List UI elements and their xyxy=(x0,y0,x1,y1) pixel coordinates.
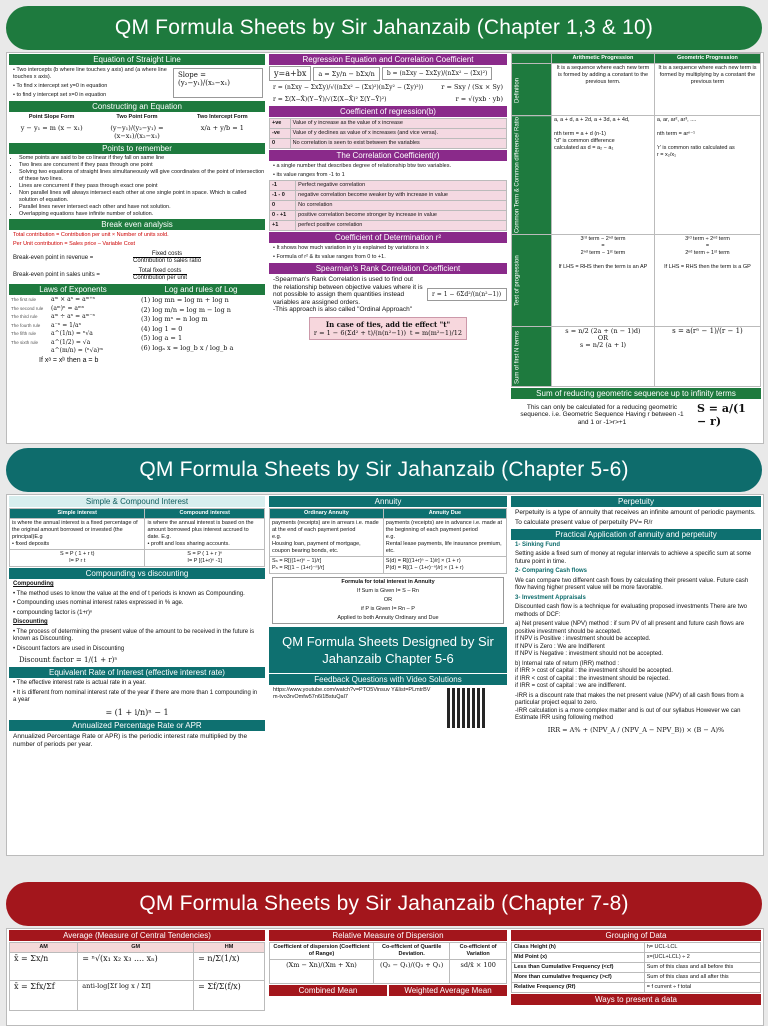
intercept-note: • Two intercepts (b where line touches y axis) and (a where line touches x axis). xyxy=(13,67,167,80)
video-url[interactable]: https://www.youtube.com/watch?v=PTO5Vinsuv Y&list=PLmtrBVm-tvo3rvOmfw57n6i1BstuQal7 xyxy=(273,687,431,700)
grouping-table xyxy=(511,942,761,993)
effective-rate-desc: • The effective interest rate is actual rate in a year. xyxy=(13,680,146,686)
compounding-factor: • compounding factor is (1+r)ⁿ xyxy=(13,609,93,616)
coef-quartile-formula: (Q₃ − Q₁)/(Q₃ + Q₁) xyxy=(373,960,449,984)
investment-appraisal-label: 3- Investment Appraisals xyxy=(515,594,586,601)
grouping-row-cell: Sum of this class and all after this xyxy=(644,973,760,983)
gm-ungrouped: = ⁿ√(x₁ x₂ x₃ .... xₙ) xyxy=(78,953,194,981)
coef-variation-header: Co-efficient of Variation xyxy=(450,943,507,960)
exponent-law-formula: (aᵐ)ⁿ = aᵐⁿ xyxy=(51,304,85,312)
correlation-coef-header: The Correlation Coefficient(r) xyxy=(269,150,507,161)
am-grouped: x̄ = Σfx/Σf xyxy=(10,981,78,1011)
compound-interest-desc: is where the annual interest is based on the amount borrowed plus interest accrued to date. E.g. • profit and loss sharing accounts. xyxy=(145,519,265,550)
gm-grouped: anti-log[Σf log x / Σf] xyxy=(78,981,194,1011)
exponent-law-name: The fourth rule xyxy=(11,322,41,328)
correlation-row-cell: No correlation xyxy=(296,201,507,211)
exponent-law-name: The fifth rule xyxy=(11,331,37,336)
correlation-row-cell: positive correlation become stronger by increase in value xyxy=(296,211,507,221)
dispersion-column xyxy=(269,929,507,1025)
grouping-row xyxy=(512,953,761,963)
tie-effect-label: In case of ties, add tie effect "t" xyxy=(325,319,451,329)
exponent-law-name: The third rule xyxy=(11,314,38,319)
infinite-sum-header: Sum of reducing geometric sequence up to infinity terms xyxy=(511,388,761,399)
dispersion-header: Relative Measure of Dispersion xyxy=(269,930,507,941)
slope-b-formula: b = (nΣxy − ΣxΣy)/(nΣx² − (Σx)²) xyxy=(382,67,493,80)
exponent-law-row xyxy=(9,313,137,322)
chapter-1-3-10-sheet xyxy=(6,52,764,444)
correlation-row xyxy=(270,201,507,211)
points-remember-header: Points to remember xyxy=(9,143,265,154)
compounding-label: Compounding xyxy=(13,581,54,587)
chapter-1-3-10-banner: QM Formula Sheets by Sir Jahanzaib (Chapter 1,3 & 10) xyxy=(6,6,762,50)
tie-formula-r: r = 1 − 6(Σd² + t)/(n(n²−1)) xyxy=(313,328,406,337)
grouping-column xyxy=(511,929,761,1025)
point-slope-label: Point Slope Form xyxy=(28,114,75,120)
determination-desc: • It shows how much variation in y is explained by variations in x xyxy=(273,245,429,251)
correlation-row-cell: perfect positive correlation xyxy=(296,221,507,231)
exponent-law-row xyxy=(9,330,137,339)
correlation-row xyxy=(270,191,507,201)
coef-quartile-header: Co-efficient of Quartile Deviation. xyxy=(373,943,449,960)
annuity-table xyxy=(269,508,507,574)
compounding-header: Compounding vs discounting xyxy=(9,568,265,579)
correlation-row-cell: -1 - 0 xyxy=(270,191,296,201)
exponent-law-name: The first rule xyxy=(11,297,37,302)
exponent-law-formula: a^(1/2) = √a xyxy=(51,338,91,346)
infinite-sum-desc: This can only be calculated for a reducing geometric sequence. i.e. Geometric Sequence Having r between -1 and 1 or -1>r>+1 xyxy=(520,403,684,426)
correlation-formula-2: r = Sxy / (Sx × Sy) xyxy=(441,83,503,91)
irr-note: -IRR is a discount rate that makes the net present value (NPV) of all cash flows from a particular project equal to zero. -IRR calculation is a more complex matter and is out of our syllabus However we can Estimate IRR using following method xyxy=(515,692,744,721)
correlation-row-cell: 0 xyxy=(270,201,296,211)
average-header: Average (Measure of Central Tendencies) xyxy=(9,930,265,941)
straight-line-column xyxy=(9,53,265,443)
regression-coef-header: Coefficient of regression(b) xyxy=(269,106,507,117)
total-interest-note: Applied to both Annuity Ordinary and Due xyxy=(337,615,439,621)
ordinary-annuity-header: Ordinary Annuity xyxy=(270,509,384,519)
designed-by-title: QM Formula Sheets Designed by Sir Jahanzaib Chapter 5-6 xyxy=(269,627,507,673)
regression-row-cell: Value of y declines as value of x increases (and vice versa). xyxy=(290,129,506,139)
interest-table xyxy=(9,508,265,567)
exponent-law-row xyxy=(9,347,137,356)
apr-header: Annualized Percentage Rate or APR xyxy=(9,720,265,731)
correlation-row-cell: 0 - +1 xyxy=(270,211,296,221)
gp-test: 3ʳᵈ term ÷ 2ⁿᵈ term = 2ⁿᵈ term ÷ 1ˢᵗ term If LHS = RHS then the term is a GP xyxy=(654,235,760,327)
interest-column xyxy=(9,495,265,855)
exponent-law-name: The sixth rule xyxy=(11,339,39,345)
simple-interest-header: Simple interest xyxy=(10,509,145,519)
definition-label: Definition xyxy=(512,64,552,116)
sinking-fund-label: 1- Sinking Fund xyxy=(515,541,560,548)
total-interest-or: OR xyxy=(383,597,393,603)
ordinary-annuity-formula: Sₙ = R[((1+r)ⁿ − 1)/r] Pₙ = R[(1 − (1+r)⁻ⁿ)/r] xyxy=(270,557,384,574)
point-item: • Two lines are concurrent if they pass through one point xyxy=(19,162,265,169)
grouping-row-cell: More than cumulative frequency (>cf) xyxy=(512,973,645,983)
irr-formula: IRR = A% + (NPV_A / (NPV_A − NPV_B)) × (B − A)% xyxy=(547,725,725,734)
exponent-law-formula: a^(m/n) = (ⁿ√a)ᵐ xyxy=(51,347,104,354)
correlation-desc: • a single number that describes degree of relationship btw two variables. xyxy=(273,163,452,169)
gp-definition: It is a sequence where each new term is formed by multiplying by a constant the previous term xyxy=(654,64,760,116)
two-intercept-formula: x/a + y/b = 1 xyxy=(200,124,244,132)
be-revenue-num: Fixed costs xyxy=(133,251,201,258)
y-intercept-note: • to find y intercept set x=0 in equation xyxy=(13,92,107,98)
point-item: • Overlapping equations have infinite number of solution. xyxy=(19,211,265,218)
regression-header: Regression Equation and Correlation Coefficient xyxy=(269,54,507,65)
two-intercept-label: Two Intercept Form xyxy=(197,114,248,120)
annuity-header: Annuity xyxy=(269,496,507,507)
irr-method: b) Internal rate of return (IRR) method : if IRR > cost of capital : the investment should be accepted. if IRR < cost of capital : the investment should be rejected. if IRR = cost of capital : we are indifferent. xyxy=(515,660,673,689)
grouping-row-cell: Relative Frequency (Rf) xyxy=(512,983,645,993)
regression-row-cell: Value of y increase as the value of x increase xyxy=(290,119,506,129)
regression-coef-table xyxy=(269,118,507,149)
effective-rate-header: Equivalent Rate of Interest (effective interest rate) xyxy=(9,667,265,678)
correlation-formula-1: r = (nΣxy − ΣxΣy)/√((nΣx² − (Σx)²)(nΣy² − (Σy)²)) xyxy=(273,83,424,91)
grouping-row-cell: x=(UCL+LCL) ÷ 2 xyxy=(644,953,760,963)
grouping-row xyxy=(512,963,761,973)
ap-sum: s = n/2 (2a + (n − 1)d) OR s = n/2 (a + l) xyxy=(552,327,655,387)
grouping-row-cell: Sum of this class and all before this xyxy=(644,963,760,973)
regression-row-cell: -ve xyxy=(270,129,291,139)
exponent-law-row xyxy=(9,339,137,348)
be-revenue-den: Contribution to sales ratio xyxy=(133,258,202,264)
gp-sum: s = a(rⁿ − 1)/(r − 1) xyxy=(654,327,760,387)
break-even-header: Break even analysis xyxy=(9,219,265,230)
npv-method: a) Net present value (NPV) method : if sum PV of all present and future cash flows are positive investment should be accepted. If NPV is Positive : investment should be accepted. If NPV is Zero : We are Indifferent If NPV is Negative : investment should not be accepted. xyxy=(515,621,745,657)
straight-line-header: Equation of Straight Line xyxy=(9,54,265,65)
grouping-row-cell: h= UCL-LCL xyxy=(644,943,760,953)
weighted-mean-header: Weighted Average Mean xyxy=(389,985,507,996)
grouping-row-cell: Mid Point (x) xyxy=(512,953,645,963)
log-rule: (1) log mn = log m + log n xyxy=(141,296,229,304)
applications-header: Practical Application of annuity and perpetuity xyxy=(511,529,761,540)
correlation-formula-3: r = Σ(X−X̄)(Y−Ȳ)/√(Σ(X−X̄)² Σ(Y−Ȳ)²) xyxy=(273,95,387,103)
perpetuity-formula: To calculate present value of perpetuity PV= R/r xyxy=(515,519,653,526)
annuity-due-formula: S(d) = R[((1+r)ⁿ − 1)/r] × (1 + r) P(d) = R[(1 − (1+r)⁻ⁿ)/r] × (1 + r) xyxy=(383,557,506,574)
compound-interest-formula: S = P ( 1 + r )ⁿ I= P [(1+r)ⁿ -1] xyxy=(145,550,265,567)
ordinary-annuity-desc: payments (receipts) are in arrears i.e. made at the end of each payment period e.g. Housing loan, payment of mortgage, coupon bearing bonds, etc. xyxy=(270,519,384,557)
compounding-desc: • The method uses to know the value at the end of t periods is known as Compounding. xyxy=(13,590,245,597)
exponent-law-row xyxy=(9,305,137,314)
ap-header: Arithmetic Progression xyxy=(552,54,655,64)
hm-ungrouped: = n/Σ(1/x) xyxy=(194,953,265,981)
log-rule: (3) log mⁿ = n log m xyxy=(141,315,208,323)
apr-desc: Annualized Percentage Rate or APR) is the periodic interest rate multiplied by the number of periods per year. xyxy=(13,732,248,748)
log-rule: (2) log m/n = log m − log n xyxy=(141,305,231,314)
effective-rate-formula: = (1 + i/n)ⁿ − 1 xyxy=(105,707,169,717)
annuity-due-desc: payments (receipts) are in advance i.e. made at the beginning of each payment period e.g. Rental lease payments, life insurance premium, etc. xyxy=(383,519,506,557)
intercept-a-formula: a = Σy/n − bΣx/n xyxy=(313,67,379,81)
chapter-7-8-banner: QM Formula Sheets by Sir Jahanzaib (Chapter 7-8) xyxy=(6,882,762,926)
point-item: • Non parallel lines will always intersect each other at one single point in space. Which is called solution of equation. xyxy=(19,190,265,204)
regression-row xyxy=(270,129,507,139)
point-item: • Some points are said to be co linear if they fall on same line xyxy=(19,155,265,162)
test-label: Test of progression xyxy=(512,235,552,327)
compounding-rate: • Compounding uses nominal interest rates expressed in % age. xyxy=(13,600,184,606)
annuity-column xyxy=(269,495,507,855)
sum-label: Sum of first N terms xyxy=(512,327,552,387)
slope-formula: Slope = (y₂−y₁)/(x₂−x₁) xyxy=(173,68,263,98)
investment-appraisal-desc: Discounted cash flow is a technique for evaluating proposed investments There are two methods of DCF: xyxy=(515,604,748,618)
exponent-equality-note: If xᵃ = xᵇ then a = b xyxy=(39,356,99,364)
regression-row-cell: 0 xyxy=(270,139,291,149)
exponent-law-formula: a^(1/n) = ⁿ√a xyxy=(51,330,93,337)
point-slope-formula: y − y₁ = m (x − x₁) xyxy=(20,124,83,132)
spearman-header: Spearman's Rank Correlation Coefficient xyxy=(269,263,507,274)
gm-header: GM xyxy=(78,943,194,953)
correlation-row xyxy=(270,221,507,231)
grouping-row-cell: Class Height (h) xyxy=(512,943,645,953)
progression-column xyxy=(511,53,761,443)
log-rules-list xyxy=(137,296,265,353)
point-item: • Parallel lines never intersect each other and have not solution. xyxy=(19,204,265,211)
grouping-header: Grouping of Data xyxy=(511,930,761,941)
x-intercept-note: • To find x intercept set y=0 in equation xyxy=(13,83,108,89)
constructing-equation-header: Constructing an Equation xyxy=(9,101,265,112)
perpetuity-column xyxy=(511,495,761,855)
grouping-row xyxy=(512,973,761,983)
log-rules-header: Log and rules of Log xyxy=(137,284,265,295)
regression-row xyxy=(270,139,507,149)
regression-line-eq: y=a+bx xyxy=(269,66,311,81)
total-contribution: Total contribution = Contribution per unit × Number of units sold. xyxy=(13,232,169,238)
point-item: • Solving two equations of straight lines simultaneously will give coordinates of the point of intersection of these two lines. xyxy=(19,169,265,183)
grouping-row xyxy=(512,943,761,953)
correlation-row-cell: negative correlation become weaker by with increase in value xyxy=(296,191,507,201)
total-interest-p: if P is Given I= Rn – P xyxy=(361,606,415,612)
total-interest-header: Formula for total interest in Annuity xyxy=(341,579,435,585)
determination-range: • Formula of r² & its value ranges from 0 to +1. xyxy=(273,254,386,260)
simple-interest-desc: is where the annual interest is a fixed percentage of the original amount borrowed or invested (the principal)E.g • fixed deposits xyxy=(10,519,145,550)
exponent-law-formula: aᵐ × aⁿ = aᵐ⁺ⁿ xyxy=(51,296,96,303)
qr-code-icon[interactable] xyxy=(447,688,487,728)
perpetuity-desc: Perpetuity is a type of annuity that receives an infinite amount of periodic payments. xyxy=(515,509,756,516)
exponent-law-formula: aᵐ ÷ aⁿ = aᵐ⁻ⁿ xyxy=(51,313,96,320)
dispersion-table xyxy=(269,942,507,984)
discounting-label: Discounting xyxy=(13,619,48,625)
ap-test: 3ʳᵈ term − 2ⁿᵈ term = 2ⁿᵈ term − 1ˢᵗ term If LHS = RHS then the term is an AP xyxy=(552,235,655,327)
ap-common-term: a, a + d, a + 2d, a + 3d, a + 4d, nth term = a + d (n-1) "d" is common difference calculated as d = a₂ − a₁ xyxy=(552,116,655,235)
feedback-header: Feedback Questions with Video Solutions xyxy=(269,674,507,685)
cash-flows-label: 2- Comparing Cash flows xyxy=(515,568,588,574)
regression-column xyxy=(269,53,507,443)
two-point-formula: (y−y₁)/(y₂−y₁) = (x−x₁)/(x₂−x₁) xyxy=(110,124,164,140)
hm-header: HM xyxy=(194,943,265,953)
laws-list xyxy=(9,296,137,356)
common-term-label: Common Term & Common difference/ Ratio xyxy=(512,116,552,235)
exponent-law-formula: a⁻ⁿ = 1/aⁿ xyxy=(51,321,82,329)
tie-formula-t: t = m(m²−1)/12 xyxy=(409,328,463,337)
interest-header: Simple & Compound Interest xyxy=(9,496,265,507)
gp-common-term: a, ar, ar², ar³, .... nth term = arⁿ⁻¹ 'r' is common ratio calculated as r = x₂/x₁ xyxy=(654,116,760,235)
regression-row-cell: +ve xyxy=(270,119,291,129)
spearman-formula: r = 1 − 6Σd²/(n(n²−1)) xyxy=(427,288,507,301)
progression-table xyxy=(511,53,761,387)
be-units-num: Total fixed costs xyxy=(133,268,187,275)
two-point-label: Two Point Form xyxy=(116,114,158,120)
discount-factor-formula: Discount factor = 1/(1 + r)ⁿ xyxy=(19,656,118,664)
exponent-law-name xyxy=(11,347,51,356)
simple-interest-formula: S = P ( 1 + r t) I= P r t xyxy=(10,550,145,567)
exponent-law-row xyxy=(9,322,137,331)
correlation-row-cell: -1 xyxy=(270,181,296,191)
discounting-desc: • The process of determining the present value of the amount to be received in the future is known as Discounting. xyxy=(13,628,255,642)
discounting-factors: • Discount factors are used in Discounting xyxy=(13,645,125,652)
log-rule: (4) log 1 = 0 xyxy=(141,324,183,333)
grouping-row-cell: = f current ÷ f total xyxy=(644,983,760,993)
laws-exponents-header: Laws of Exponents xyxy=(9,284,137,295)
grouping-row xyxy=(512,983,761,993)
correlation-row xyxy=(270,211,507,221)
chapter-5-6-sheet xyxy=(6,494,764,856)
correlation-formula-4: r = √(yxb · yb) xyxy=(455,95,503,103)
chapter-7-8-sheet xyxy=(6,928,764,1026)
point-item: • Lines are concurrent if they pass through exact one point xyxy=(19,183,265,190)
determination-header: Coefficient of Determination r² xyxy=(269,232,507,243)
be-revenue-label: Break-even point in revenue = xyxy=(13,254,94,261)
compound-interest-header: Compound interest xyxy=(145,509,265,519)
correlation-table xyxy=(269,180,507,231)
total-interest-box xyxy=(272,577,504,624)
exponent-law-row xyxy=(9,296,137,305)
am-ungrouped: x̄ = Σx/n xyxy=(10,953,78,981)
exponent-law-name: The second rule xyxy=(11,305,44,311)
log-rule: (6) logₐ x = log_b x / log_b a xyxy=(141,343,234,352)
total-interest-sum: If Sum is Given I= S – Rn xyxy=(357,588,419,594)
average-column xyxy=(9,929,265,1025)
correlation-range: • its value ranges from -1 to 1 xyxy=(273,172,345,178)
regression-row xyxy=(270,119,507,129)
correlation-row xyxy=(270,181,507,191)
be-units-den: Contribution per unit xyxy=(133,275,188,281)
hm-grouped: = Σf/Σ(f/x) xyxy=(194,981,265,1011)
regression-row-cell: No correlation is seen to exist between the variables xyxy=(290,139,506,149)
spearman-desc: -Spearman's Rank Correlation is used to find out the relationship between objective values where it is not possible to assign them quantities instead variables are assigned orders. -This approach is also called "Ordinal Approach" xyxy=(273,276,423,313)
tie-effect-box xyxy=(309,317,467,340)
be-units-label: Break-even point in sales units = xyxy=(13,271,100,278)
sinking-fund-desc: Setting aside a fixed sum of money at regular intervals to achieve a specific sum at some future point in time. xyxy=(515,551,752,565)
ap-definition: It is a sequence where each new term is formed by adding a constant to the previous term. xyxy=(552,64,655,116)
average-table xyxy=(9,942,265,1011)
chapter-5-6-banner: QM Formula Sheets by Sir Jahanzaib (Chapter 5-6) xyxy=(6,448,762,492)
annuity-due-header: Annuity Due xyxy=(383,509,506,519)
combined-mean-header: Combined Mean xyxy=(269,985,387,996)
coef-range-header: Coefficient of dispersion (Coefficient of Range) xyxy=(270,943,374,960)
am-header: AM xyxy=(10,943,78,953)
cash-flows-desc: We can compare two different cash flows by calculating their present value. Future cash flow having higher present value will be more favorable. xyxy=(515,577,749,591)
correlation-row-cell: +1 xyxy=(270,221,296,231)
coef-range-formula: (Xm − Xn)/(Xm + Xn) xyxy=(270,960,374,984)
effective-rate-diff: • It is different from nominal interest rate of the year if there are more than 1 compounding in a year xyxy=(13,689,258,703)
ways-present-header: Ways to present a data xyxy=(511,994,761,1005)
gp-header: Geometric Progression xyxy=(654,54,760,64)
log-rule: (5) log a = 1 xyxy=(141,334,183,342)
correlation-row-cell: Perfect negative correlation xyxy=(296,181,507,191)
coef-variation-formula: sd/x̄ × 100 xyxy=(450,960,507,984)
grouping-row-cell: Less than Cumulative Frequency (<cf) xyxy=(512,963,645,973)
unit-contribution: Per Unit contribution = Sales price – Variable Cost xyxy=(13,241,136,247)
perpetuity-header: Perpetuity xyxy=(511,496,761,507)
infinite-sum-formula: S = a/(1 − r) xyxy=(697,402,746,429)
